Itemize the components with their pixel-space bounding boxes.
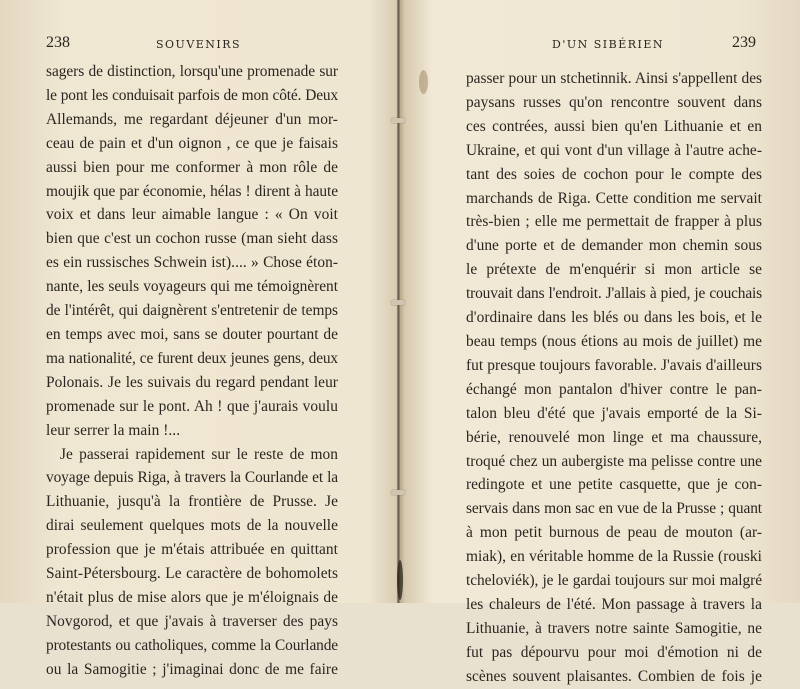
text-line: redingote et une petite casquette, que je con- <box>466 476 762 494</box>
text-line: à mon petit burnous de peau de mouton (ar- <box>466 524 762 542</box>
text-line: paysans russes qu'on rencontre souvent dans <box>466 93 762 111</box>
text-line: très-bien ; elle me permettait de frapper à plus <box>466 213 762 231</box>
text-line: fut pas dépourvu pour moi d'émotion ni de <box>466 643 762 661</box>
text-line: Allemands, me regardant déjeuner d'un mor- <box>46 110 338 128</box>
text-line: voyage depuis Riga, à travers la Courlande et la <box>46 469 338 487</box>
page-body <box>466 67 762 689</box>
text-line: bien que c'est un cochon russe (man sieht dass <box>46 230 338 248</box>
text-line: moujik que par économie, hélas ! dirent à haute <box>46 182 338 200</box>
text-line: n'était plus de mise alors que je m'éloignais de <box>46 588 338 606</box>
text-line: miak), en véritable homme de la Russie (rouski <box>466 548 762 566</box>
text-line: en temps avec moi, sans se douter pourtant de <box>46 325 338 343</box>
text-line: nante, les seuls voyageurs qui me témoignèrent <box>46 278 338 296</box>
text-line: troqué chez un aubergiste ma pelisse contre une <box>466 452 762 470</box>
running-header: SOUVENIRS <box>156 38 242 51</box>
text-line: profession que je m'étais attribuée en quittant <box>46 541 338 559</box>
text-line: d'une porte et de demander mon chemin sous <box>466 237 762 255</box>
text-line: ma nationalité, ce furent deux jeunes gens, deux <box>46 349 338 367</box>
text-line: scènes souvent plaisantes. Combien de fois je <box>466 667 762 685</box>
text-line: trouvait dans l'endroit. J'allais à pied, je couchais <box>466 285 762 303</box>
page-body <box>46 60 338 682</box>
text-line: sagers de distinction, lorsqu'une promenade sur <box>46 63 338 80</box>
text-line: le prétexte de m'enquérir si mon article se <box>466 261 762 279</box>
text-line: Ukraine, et qui vont d'un village à l'autre ache- <box>466 141 762 159</box>
text-line: fut presque toujours favorable. J'avais d'ailleurs <box>466 356 762 374</box>
text-line: marchands de Riga. Cette condition me servait <box>466 189 762 207</box>
text-line: tcheloviék), je le gardai toujours sur moi malgré <box>466 572 762 590</box>
text-line: d'ordinaire dans les blés ou dans les bois, et le <box>466 309 762 327</box>
text-line: Polonais. Je les suivais du regard pendant leur <box>46 373 338 391</box>
text-line: Lithuanie, jusqu'à la frontière de Prusse. Je <box>46 493 338 511</box>
running-header: D'UN SIBÉRIEN <box>552 38 665 51</box>
text-line: de l'intérêt, qui daignèrent s'entretenir de temps <box>46 302 338 320</box>
text-line: es ein russisches Schwein ist).... » Chose éton- <box>46 254 338 272</box>
text-line: échangé mon pantalon d'hiver contre le pan- <box>466 380 762 398</box>
text-line: ceau de pain et d'un oignon , ce que je faisais <box>46 134 338 152</box>
page-number: 239 <box>732 34 756 51</box>
text-line: ou la Samogitie ; j'imaginai donc de me faire <box>46 660 338 678</box>
text-line: bérie, renouvelé mon linge et ma chaussure, <box>466 428 762 446</box>
text-line: voix et dans leur aimable langue : « On voit <box>46 206 338 224</box>
text-line: les chaleurs de l'été. Mon passage à travers la <box>466 595 762 613</box>
text-line: Je passerai rapidement sur le reste de mon <box>60 445 338 463</box>
text-line: Saint-Pétersbourg. Le caractère de bohomolets <box>46 565 338 583</box>
text-line: le pont les conduisait parfois de mon côté. Deux <box>46 86 338 104</box>
text-line: talon bleu d'été que j'avais emporté de la Si- <box>466 404 762 422</box>
text-line: protestants ou catholiques, comme la Courlande <box>46 636 338 654</box>
text-line: leur serrer la main !... <box>46 421 181 439</box>
text-line: Novgorod, et que j'avais à traverser des pays <box>46 612 338 630</box>
text-line: Lithuanie, à travers notre sainte Samogitie, ne <box>466 619 762 637</box>
text-line: aussi bien pour me conformer à mon rôle de <box>46 158 338 176</box>
text-line: dirai seulement quelques mots de la nouvelle <box>46 517 338 535</box>
text-line: tant des soies de cochon pour le compte des <box>466 165 762 183</box>
left-page <box>0 0 398 678</box>
right-page <box>402 0 800 685</box>
text-line: beau temps (nous étions au mois de juillet) me <box>466 332 762 350</box>
text-line: ces contrées, aussi bien qu'en Lithuanie et en <box>466 117 762 135</box>
text-line: passer pour un stchetinnik. Ainsi s'appellent des <box>466 70 762 87</box>
text-line: servais dans mon sac en vue de la Prusse ; quant <box>466 500 762 518</box>
text-line: promenade sur le pont. Ah ! que j'aurais voulu <box>46 397 338 415</box>
page-number: 238 <box>46 34 70 51</box>
